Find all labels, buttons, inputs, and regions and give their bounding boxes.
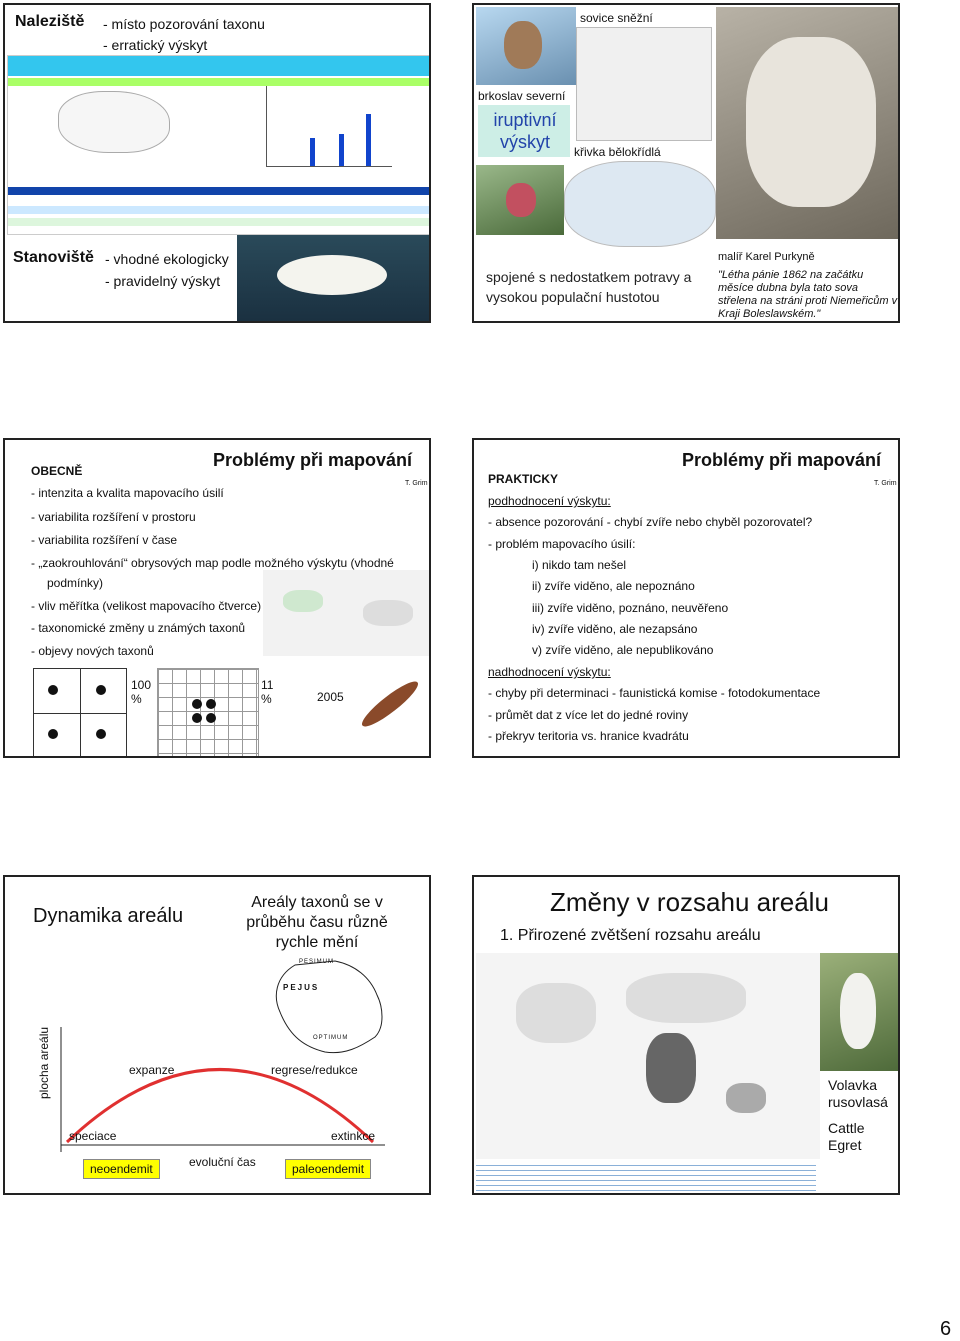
owl-painting bbox=[716, 7, 900, 239]
label-expanze: expanze bbox=[129, 1063, 175, 1077]
slide3-item-2: - variabilita rozšíření v čase bbox=[31, 533, 178, 547]
slide-zmeny-arealu bbox=[472, 875, 900, 1195]
label-speciace: speciace bbox=[69, 1129, 117, 1143]
salamander-image bbox=[345, 666, 429, 744]
label-waxwing: sovice sněžní bbox=[580, 11, 653, 25]
slide1-title: Naleziště bbox=[15, 13, 85, 30]
slide1-line3: - vhodné ekologicky bbox=[105, 251, 229, 267]
slide3-item-0: - intenzita a kvalita mapovacího úsilí bbox=[31, 486, 224, 500]
slide3-item-7: - objevy nových taxonů bbox=[31, 644, 154, 658]
slide4-item1-1: - problém mapovacího úsilí: bbox=[488, 537, 636, 551]
slide2-caption: spojené s nedostatkem potravy a vysokou populační hustotou bbox=[486, 269, 692, 305]
slide6-title: Změny v rozsahu areálu bbox=[550, 887, 829, 917]
bird-name-en: Cattle Egret bbox=[828, 1120, 865, 1153]
slide-dynamika bbox=[3, 875, 431, 1195]
slide-eruptive bbox=[472, 3, 900, 323]
label-extinkce: extinkce bbox=[331, 1129, 376, 1143]
database-screenshot bbox=[7, 55, 431, 235]
slide6-subtitle: 1. Přirozené zvětšení rozsahu areálu bbox=[500, 927, 761, 944]
cattle-egret-spread-map bbox=[476, 953, 820, 1159]
slide5-title: Dynamika areálu bbox=[33, 905, 184, 927]
slide4-item1-6: v) zvíře viděno, ale nepublikováno bbox=[532, 643, 714, 657]
slide4-heading: PRAKTICKY bbox=[488, 472, 559, 486]
crossbill-photo bbox=[476, 165, 564, 235]
slide4-item2-0: - chyby při determinaci - faunistická komise - fotodokumentace bbox=[488, 686, 821, 700]
gannet-photo bbox=[237, 235, 431, 323]
label-pejus: PEJUS bbox=[283, 983, 320, 992]
label-regrese: regrese/redukce bbox=[271, 1063, 358, 1077]
slide-problemy-obecne bbox=[3, 438, 431, 758]
north-america-map bbox=[576, 27, 712, 141]
label-krivka: křivka bělokřídlá bbox=[574, 145, 661, 159]
label-brkoslav: brkoslav severní bbox=[478, 89, 566, 103]
pct-11: 11 % bbox=[261, 678, 274, 706]
slide1-line2: - erratický výskyt bbox=[103, 37, 208, 53]
slide4-item1-2: i) nikdo tam nešel bbox=[532, 558, 627, 572]
slide1-line4: - pravidelný výskyt bbox=[105, 273, 221, 289]
slide4-under2: nadhodnocení výskytu: bbox=[488, 665, 611, 679]
slide4-item2-1: - průmět dat z více let do jedné roviny bbox=[488, 708, 689, 722]
slide-problemy-prakticky bbox=[472, 438, 900, 758]
grid-fine bbox=[157, 668, 259, 758]
x-axis-label: evoluční čas bbox=[189, 1155, 256, 1169]
slide4-author: T. Grim bbox=[874, 480, 897, 487]
slide-nalezist bbox=[3, 3, 431, 323]
slide1-title2: Stanoviště bbox=[13, 249, 94, 266]
slide4-item1-5: iv) zvíře viděno, ale nezapsáno bbox=[532, 622, 698, 636]
label-pesimum: PESIMUM bbox=[299, 959, 335, 965]
slide3-item-5: - vliv měřítka (velikost mapovacího čtverce) bbox=[31, 599, 262, 613]
cattle-egret-photo bbox=[820, 953, 900, 1071]
paleoendemit-tag: paleoendemit bbox=[285, 1159, 371, 1179]
grid-2x2 bbox=[33, 668, 127, 758]
label-optimum: OPTIMUM bbox=[313, 1035, 349, 1041]
eruptive-label: iruptivní výskyt bbox=[493, 110, 557, 152]
slide3-author: T. Grim bbox=[405, 480, 428, 487]
slide3-item-4: podmínky) bbox=[47, 576, 104, 590]
page-number: 6 bbox=[940, 1318, 952, 1340]
slide3-item-6: - taxonomické změny u známých taxonů bbox=[31, 621, 246, 635]
world-map bbox=[564, 161, 716, 247]
world-distribution-map bbox=[263, 570, 431, 656]
slide1-line1: - místo pozorování taxonu bbox=[103, 16, 265, 32]
slide4-title: Problémy při mapování bbox=[682, 450, 882, 470]
waxwing-photo bbox=[476, 7, 576, 85]
slide3-item-1: - variabilita rozšíření v prostoru bbox=[31, 510, 196, 524]
slide3-item-3: - „zaokrouhlování“ obrysových map podle možného výskytu (vhodné bbox=[31, 556, 394, 570]
neoendemit-tag: neoendemit bbox=[83, 1159, 160, 1179]
range-dynamics-diagram bbox=[5, 877, 431, 1195]
year-label: 2005 bbox=[317, 690, 344, 704]
slide4-item1-4: iii) zvíře viděno, poznáno, neuvěřeno bbox=[532, 601, 729, 615]
map-caption bbox=[476, 1161, 816, 1193]
pct-100: 100 % bbox=[131, 678, 152, 706]
slide2-painter: malíř Karel Purkyně bbox=[718, 251, 815, 263]
bird-name-cz: Volavka rusovlasá bbox=[828, 1077, 888, 1110]
slide4-item1-3: ii) zvíře viděno, ale nepoznáno bbox=[532, 579, 695, 593]
slide5-subtitle: Areály taxonů se v průběhu času různě rychle mění bbox=[246, 894, 388, 951]
slide2-quote: "Létha pánie 1862 na začátku měsíce dubna byla tato sova střelena na stráni proti Niemeřicům v Kraji Boleslawském." bbox=[718, 269, 898, 320]
y-axis-label: plocha areálu bbox=[37, 1026, 51, 1099]
slide4-item1-0: - absence pozorování - chybí zvíře nebo chyběl pozorovatel? bbox=[488, 515, 813, 529]
slide3-heading: OBECNĚ bbox=[31, 464, 83, 478]
slide3-title: Problémy při mapování bbox=[213, 450, 413, 470]
slide4-item2-2: - překryv teritoria vs. hranice kvadrátu bbox=[488, 729, 689, 743]
slide4-under1: podhodnocení výskytu: bbox=[488, 494, 611, 508]
